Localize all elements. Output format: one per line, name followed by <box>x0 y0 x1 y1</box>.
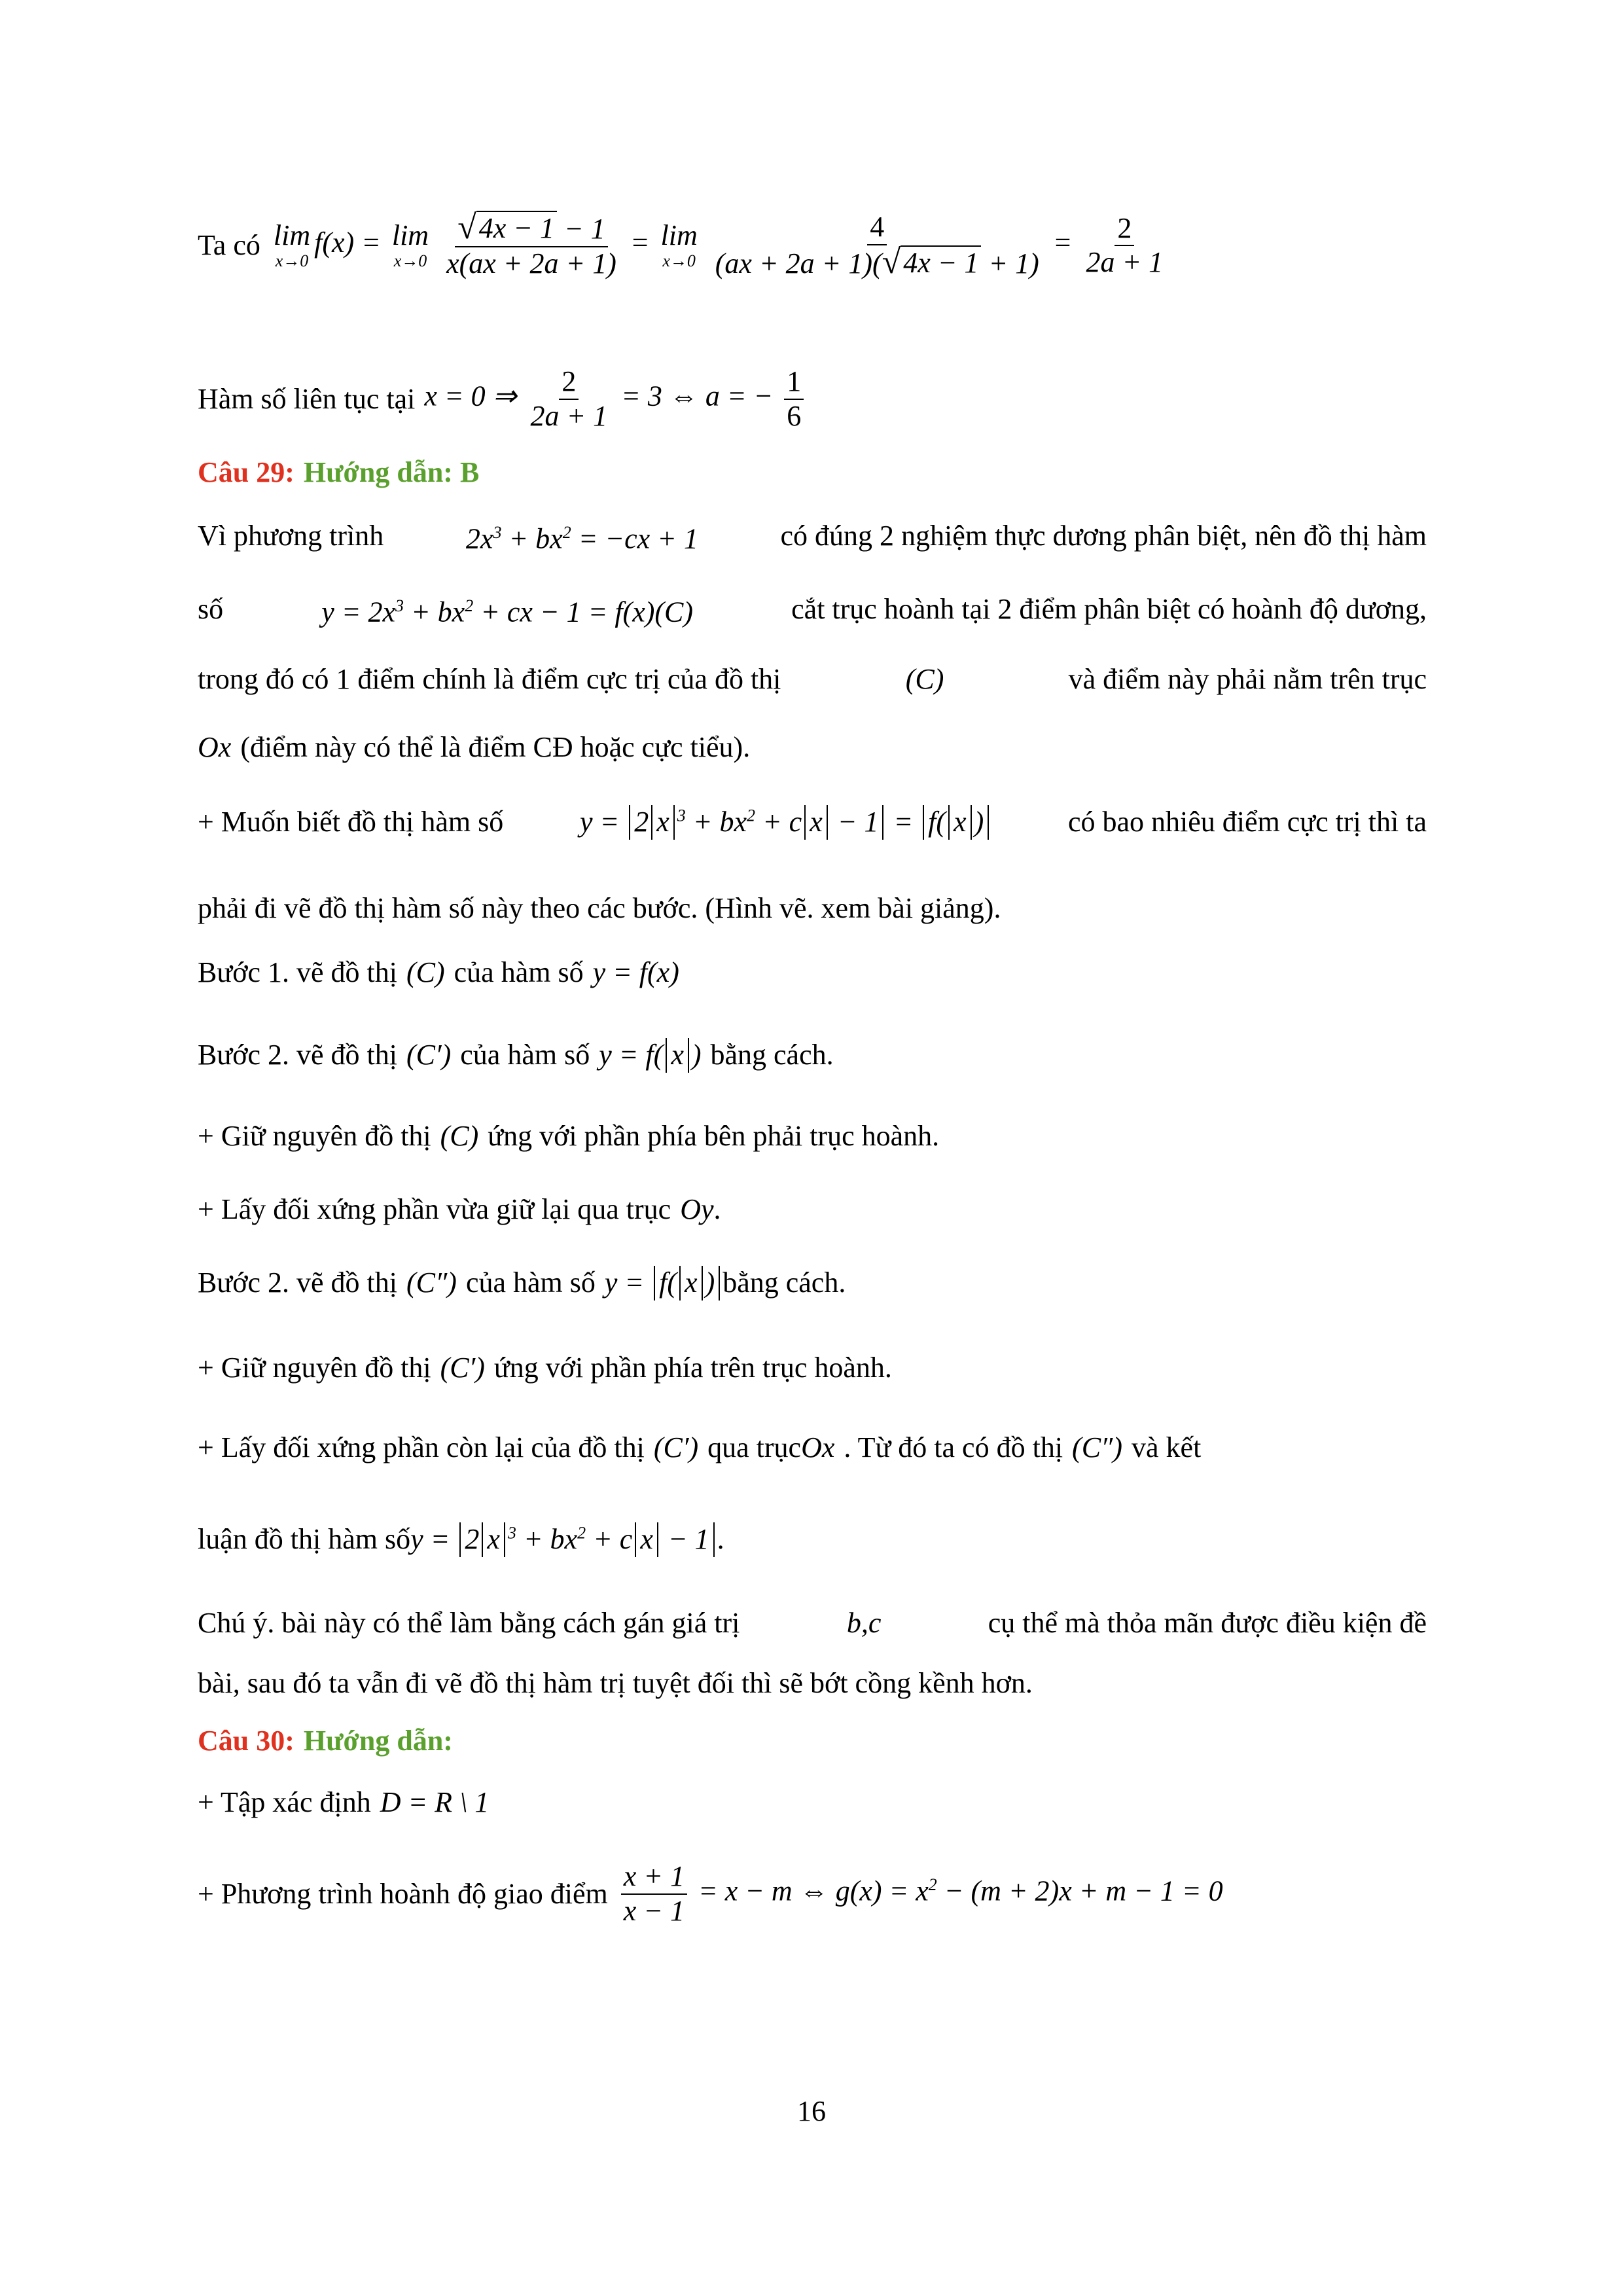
limit-prefix: Ta có <box>198 229 260 262</box>
step-line: + Giữ nguyên đồ thị (C) ứng với phần phía bên phải trục hoành. <box>198 1120 940 1152</box>
note-line: Chú ý. bài này có thể làm bằng cách gán giá trị b,c cụ thể mà thỏa mãn được điều kiện đề <box>198 1607 1427 1639</box>
paragraph-line: số $y = 2x^3 + bx^2$ + cx − 1 = f(x)(C) cắt trục hoành tại 2 điểm phân biệt có hoành độ dương, <box>198 592 1427 628</box>
question-30-heading: Câu 30: Hướng dẫn: <box>198 1725 453 1757</box>
step-line: Bước 1. vẽ đồ thị (C) của hàm số y = f(x) <box>198 956 679 988</box>
paragraph-line: Vì phương trình $2x^3 + bx^2 = -cx + 1$ có đúng 2 nghiệm thực dương phân biệt, nên đồ thị hàm <box>198 519 1427 555</box>
note-line: bài, sau đó ta vẫn đi vẽ đồ thị hàm trị tuyệt đối thì sẽ bớt cồng kềnh hơn. <box>198 1667 1033 1699</box>
step-line: + Lấy đối xứng phần vừa giữ lại qua trục Oy . <box>198 1193 721 1225</box>
step-line: luận đồ thị hàm số y = 2 x $^3 + bx^2 + c$ x − 1 . <box>198 1520 1427 1559</box>
paragraph-line: phải đi vẽ đồ thị hàm số này theo các bước. (Hình vẽ. xem bài giảng). <box>198 892 1001 924</box>
step-line: + Giữ nguyên đồ thị (C′) ứng với phần phía trên trục hoành. <box>198 1352 892 1384</box>
question-29-heading: Câu 29: Hướng dẫn: B <box>198 456 480 488</box>
page-number: 16 <box>797 2095 826 2127</box>
continuity-expression: x = 0 ⇒ $\frac{2}{2a + 1}$ = 3 ⇔ a = − $\frac{1}{6}$ <box>424 365 808 433</box>
paragraph-line: Ox (điểm này có thể là điểm CĐ hoặc cực tiểu). <box>198 731 751 763</box>
step-line: + Lấy đối xứng phần còn lại của đồ thị (C′) qua trục Ox . Từ đó ta có đồ thị (C″) và kết <box>198 1431 1202 1463</box>
step-line: Bước 2. vẽ đồ thị (C′) của hàm số y = f( x ) bằng cách. <box>198 1035 1427 1075</box>
paragraph-line: + Muốn biết đồ thị hàm số y = 2 x $^3 + bx^2 + c$ x − 1 = f( x ) có bao nhiêu điểm cực trị thì ta <box>198 802 1427 842</box>
continuity-line: Hàm số liên tục tại x = 0 ⇒ $\frac{2}{2a + 1}$ = 3 ⇔ a = − $\frac{1}{6}$ <box>198 365 1427 433</box>
step-line: Bước 2. vẽ đồ thị (C″) của hàm số y = f( x ) bằng cách. <box>198 1263 1427 1302</box>
intersection-line: + Phương trình hoành độ giao điểm $\frac{x + 1}{x - 1}$ = x − m ⇔ $g(x) = x^2 - (m + 2)x + m - 1 = 0$ <box>198 1860 1223 1927</box>
limit-expression: lim x→0 f(x) = lim x→0 √ 4x − 1 − 1 x(ax + 2a + 1) = lim x→0 4 (ax + 2a + 1)( √ 4x − 1 + 1) = $\frac{2}{2a + 1}$ <box>273 209 1164 281</box>
limit-line <box>198 211 1427 280</box>
paragraph-line: trong đó có 1 điểm chính là điểm cực trị của đồ thị (C) và điểm này phải nằm trên trục <box>198 663 1427 695</box>
domain-line: + Tập xác định D = R \ 1 <box>198 1786 490 1818</box>
